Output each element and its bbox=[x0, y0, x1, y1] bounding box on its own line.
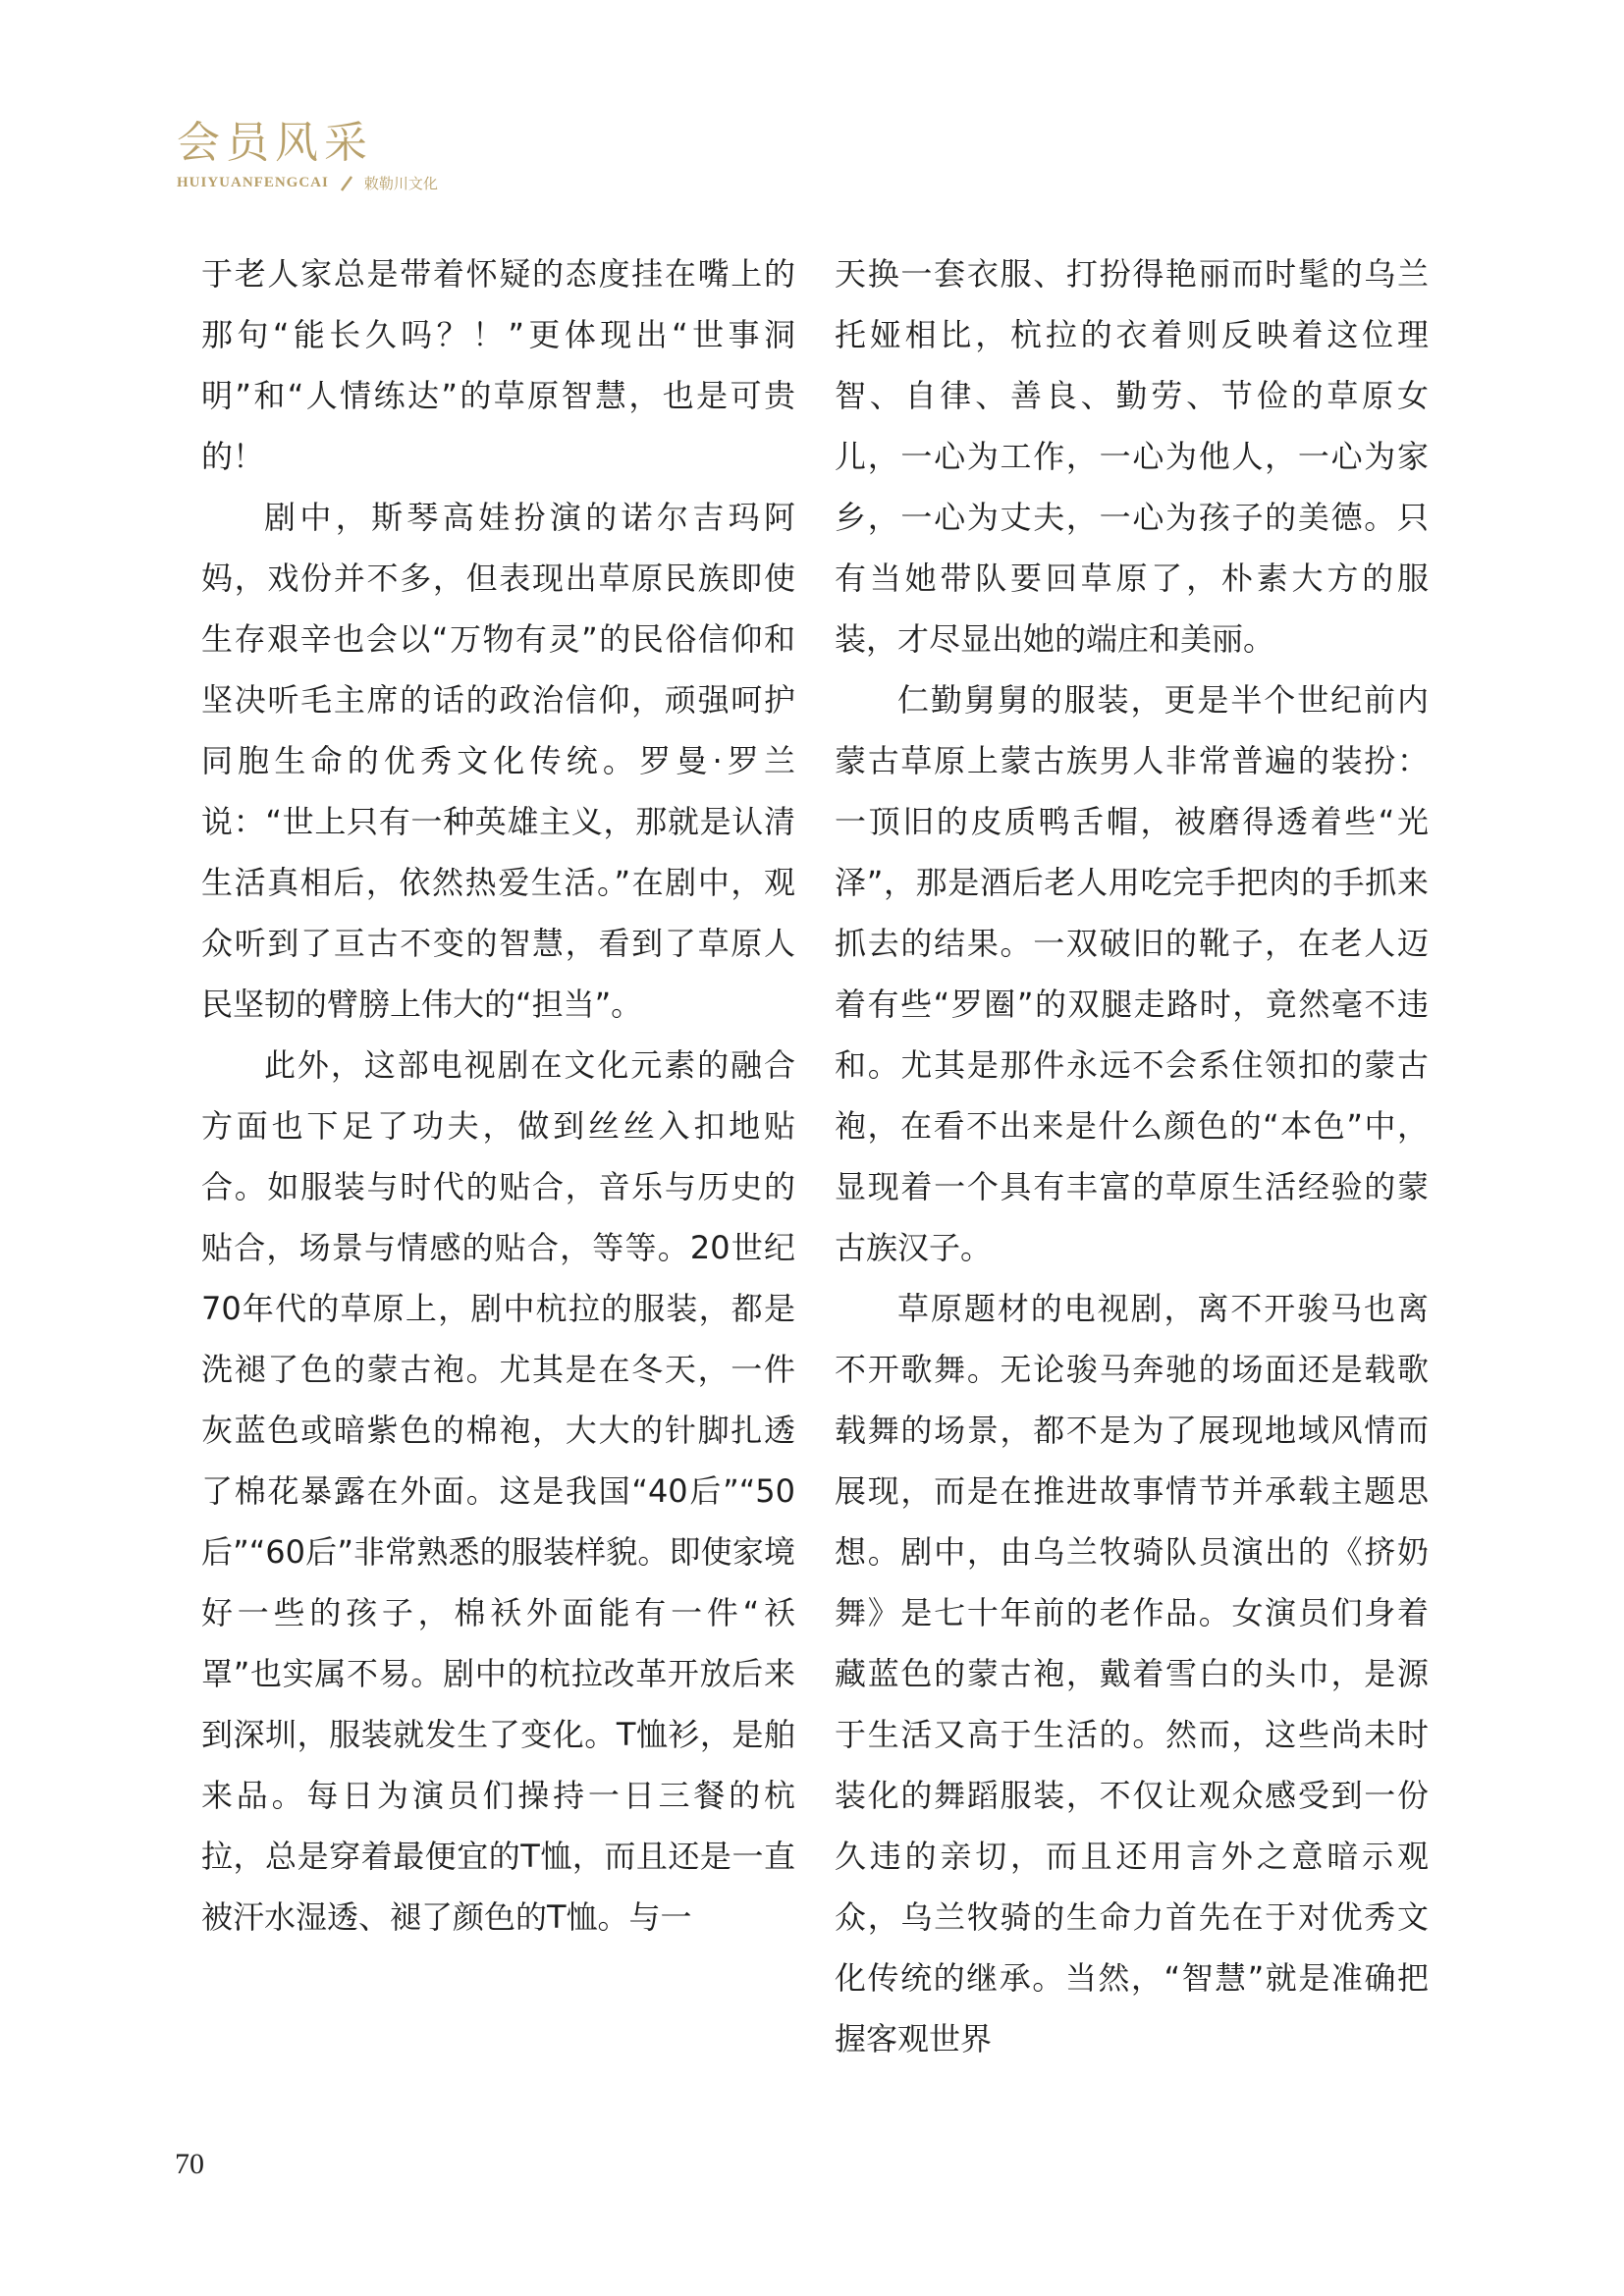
left-text-column bbox=[201, 243, 795, 1948]
paragraph: 草原题材的电视剧，离不开骏马也离不开歌舞。无论骏马奔驰的场面还是载歌载舞的场景，都不是为了展现地域风情而展现，而是在推进故事情节并承载主题思想。剧中，由乌兰牧骑队员演出的《挤奶舞》是七十年前的老作品。女演员们身着藏蓝色的蒙古袍，戴着雪白的头巾，是源于生活又高于生活的。然而，这些尚未时装化的舞蹈服装，不仅让观众感受到一份久违的亲切，而且还用言外之意暗示观众，乌兰牧骑的生命力首先在于对优秀文化传统的继承。当然，“智慧”就是准确把握客观世界 bbox=[835, 1290, 1429, 2057]
paragraph: 于老人家总是带着怀疑的态度挂在嘴上的那句“能长久吗？！”更体现出“世事洞明”和“人情练达”的草原智慧，也是可贵的！ bbox=[201, 255, 795, 475]
paragraph: 剧中，斯琴高娃扮演的诺尔吉玛阿妈，戏份并不多，但表现出草原民族即使生存艰辛也会以“万物有灵”的民俗信仰和坚决听毛主席的话的政治信仰，顽强呵护同胞生命的优秀文化传统。罗曼·罗兰说：“世上只有一种英雄主义，那就是认清生活真相后，依然热爱生活。”在剧中，观众听到了亘古不变的智慧，看到了草原人民坚韧的臂膀上伟大的“担当”。 bbox=[201, 499, 795, 1023]
section-title: 会员风采 bbox=[177, 118, 373, 168]
section-pinyin: HUIYUANFENGCAI bbox=[177, 175, 329, 190]
column-name: 敕勒川文化 bbox=[363, 175, 438, 192]
section-subtitle bbox=[177, 173, 438, 193]
right-text-column bbox=[835, 243, 1429, 2069]
page-number: 70 bbox=[175, 2148, 204, 2180]
slash-icon bbox=[339, 175, 354, 192]
page-header bbox=[177, 116, 766, 194]
paragraph: 仁勤舅舅的服装，更是半个世纪前内蒙古草原上蒙古族男人非常普遍的装扮：一顶旧的皮质鸭舌帽，被磨得透着些“光泽”，那是酒后老人用吃完手把肉的手抓来抓去的结果。一双破旧的靴子，在老人迈着有些“罗圈”的双腿走路时，竟然毫不违和。尤其是那件永远不会系住领扣的蒙古袍，在看不出来是什么颜色的“本色”中，显现着一个具有丰富的草原生活经验的蒙古族汉子。 bbox=[835, 681, 1429, 1266]
paragraph: 天换一套衣服、打扮得艳丽而时髦的乌兰托娅相比，杭拉的衣着则反映着这位理智、自律、善良、勤劳、节俭的草原女儿，一心为工作，一心为他人，一心为家乡，一心为丈夫，一心为孩子的美德。只有当她带队要回草原了，朴素大方的服装，才尽显出她的端庄和美丽。 bbox=[835, 255, 1429, 658]
paragraph: 此外，这部电视剧在文化元素的融合方面也下足了功夫，做到丝丝入扣地贴合。如服装与时代的贴合，音乐与历史的贴合，场景与情感的贴合，等等。20世纪70年代的草原上，剧中杭拉的服装，都是洗褪了色的蒙古袍。尤其是在冬天，一件灰蓝色或暗紫色的棉袍，大大的针脚扎透了棉花暴露在外面。这是我国“40后”“50后”“60后”非常熟悉的服装样貌。即使家境好一些的孩子，棉袄外面能有一件“袄罩”也实属不易。剧中的杭拉改革开放后来到深圳，服装就发生了变化。T恤衫，是舶来品。每日为演员们操持一日三餐的杭拉，总是穿着最便宜的T恤，而且还是一直被汗水湿透、褪了颜色的T恤。与一 bbox=[201, 1046, 795, 1936]
